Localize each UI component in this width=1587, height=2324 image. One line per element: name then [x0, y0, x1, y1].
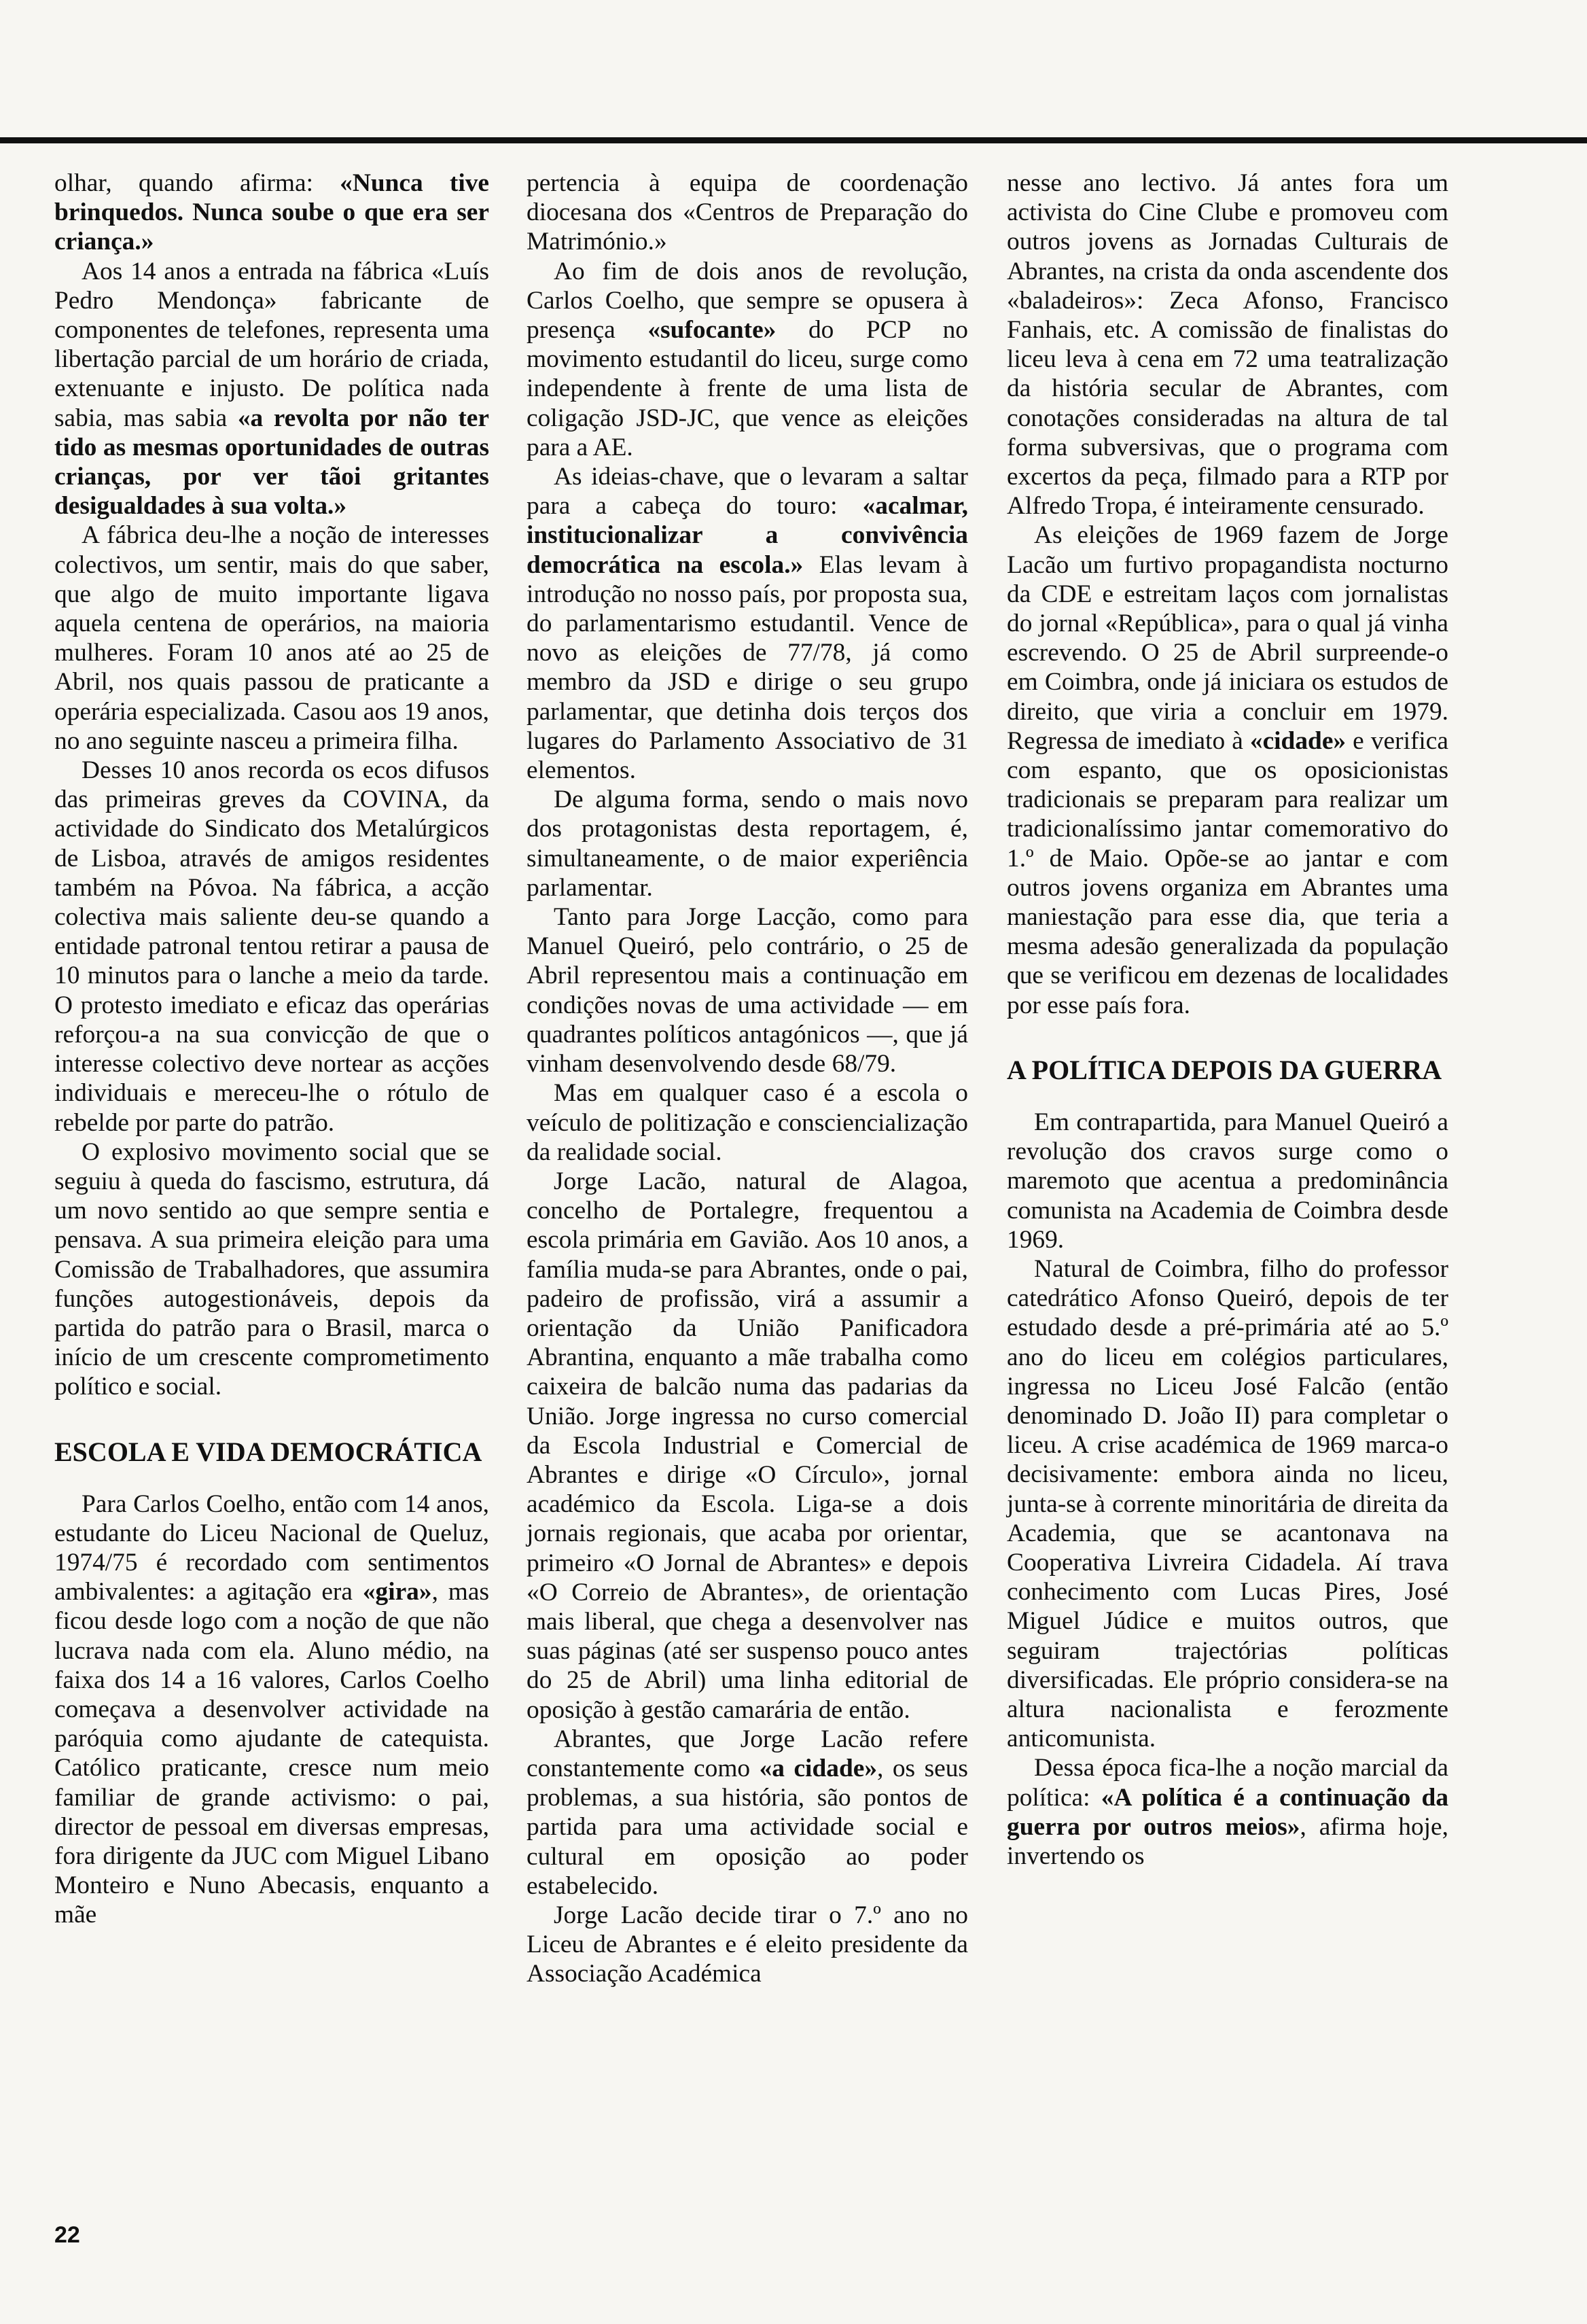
article-column-2: [527, 169, 968, 1989]
paragraph: [527, 462, 968, 785]
paragraph: Natural de Coimbra, filho do professor catedrático Afonso Queiró, depois de ter estudado desde a pré-primária até ao 5.º ano do liceu em colégios particulares, ingressa no Liceu José Falcão (então denominado D. João II) para completar o liceu. A crise académica de 1969 marca-o decisivamente: embora ainda no liceu, junta-se à corrente minoritária de direita da Academia, que se acantonava na Cooperativa Livreira Cidadela. Aí trava conhecimento com Lucas Pires, José Miguel Júdice e muitos outros, que seguiram trajectórias políticas diversificadas. Ele próprio considera-se na altura nacionalista e ferozmente anticomunista.: [1007, 1254, 1448, 1753]
paragraph: [527, 257, 968, 462]
text-span: e verifica com espanto, que os oposicionistas tradicionais se preparam para realizar um tradicionalíssimo jantar comemorativo do 1.º de Maio. Opõe-se ao jantar e com outros jovens organiza em Abrantes uma maniestação para esse dia, que teria a mesma adesão generalizada da população que se verificou em dezenas de localidades por esse país fora.: [1007, 726, 1448, 1019]
text-span: Abrantes, que Jorge Lacão refere constantemente como: [527, 1725, 968, 1782]
bold-quote: «acalmar, institucionalizar a convivência democrática na escola.»: [527, 492, 968, 579]
paragraph: Desses 10 anos recorda os ecos difusos das primeiras greves da COVINA, da actividade do Sindicato dos Metalúrgicos de Lisboa, através de amigos residentes também na Póvoa. Na fábrica, a acção colectiva mais saliente deu-se quando a entidade patronal tentou retirar a pausa de 10 minutos para o lanche a meio da tarde. O protesto imediato e eficaz das operárias reforçou-a na sua convicção de que o interesse colectivo deve nortear as acções individuais e mereceu-lhe o rótulo de rebelde por parte do patrão.: [54, 756, 489, 1137]
text-span: Elas levam à introdução no nosso país, por proposta sua, do parlamentarismo estudantil. Vence de novo as eleições de 77/78, já como membro da JSD e dirige o seu grupo parlamentar, que detinha dois terços dos lugares do Parlamento Associativo de 31 elementos.: [527, 550, 968, 785]
article-column-3: [1007, 169, 1448, 1871]
bold-quote: «Nunca tive brinquedos. Nunca soube o que era ser criança.»: [54, 169, 489, 256]
bold-quote: «a cidade»: [759, 1754, 878, 1782]
text-span: , os seus problemas, a sua história, são pontos de partida para uma actividade social e cultural em oposição ao poder estabelecido.: [527, 1754, 968, 1900]
text-span: do PCP no movimento estudantil do liceu, surge como independente à frente de uma lista de coligação JSD-JC, que vence as eleições para a AE.: [527, 316, 968, 461]
text-span: , mas ficou desde logo com a noção de que não lucrava nada com ela. Aluno médio, na faixa dos 14 a 16 valores, Carlos Coelho começava a desenvolver actividade na paróquia como ajudante de catequista. Católico praticante, cresce num meio familiar de grande activismo: o pai, director de pessoal em diversas empresas, fora dirigente da JUC com Miguel Libano Monteiro e Nuno Abecasis, enquanto a mãe: [54, 1578, 489, 1929]
text-span: As ideias-chave, que o levaram a saltar para a cabeça do touro:: [527, 463, 968, 521]
paragraph: Tanto para Jorge Lacção, como para Manuel Queiró, pelo contrário, o 25 de Abril representou mais a continuação em condições novas de uma actividade — em quadrantes políticos antagónicos —, que já vinham desenvolvendo desde 68/79.: [527, 903, 968, 1078]
paragraph: A fábrica deu-lhe a noção de interesses colectivos, um sentir, mais do que saber, que algo de muito importante ligava aquela centena de operários, na maioria mulheres. Foram 10 anos até ao 25 de Abril, nos quais passou de praticante a operária especializada. Casou aos 19 anos, no ano seguinte nasceu a primeira filha.: [54, 521, 489, 755]
paragraph: Jorge Lacão decide tirar o 7.º ano no Liceu de Abrantes e é eleito presidente da Associação Académica: [527, 1901, 968, 1988]
paragraph: [54, 1490, 489, 1930]
top-rule: [0, 137, 1587, 143]
text-span: Aos 14 anos a entrada na fábrica «Luís Pedro Mendonça» fabricante de componentes de telefones, representa uma libertação parcial de um horário de criada, extenuante e injusto. De política nada sabia, mas sabia: [54, 257, 489, 432]
article-column-1: [54, 169, 489, 1930]
bold-quote: «sufocante»: [647, 316, 777, 345]
bold-quote: «A política é a continuação da guerra por outros meios»: [1007, 1783, 1449, 1841]
paragraph: Em contrapartida, para Manuel Queiró a revolução dos cravos surge como o maremoto que acentua a predominância comunista na Academia de Coimbra desde 1969.: [1007, 1108, 1448, 1254]
paragraph: pertencia à equipa de coordenação diocesana dos «Centros de Preparação do Matrimónio.»: [527, 169, 968, 256]
text-span: olhar, quando afirma:: [54, 169, 340, 197]
page-number: 22: [54, 2222, 80, 2248]
paragraph: [527, 1725, 968, 1901]
paragraph: O explosivo movimento social que se seguiu à queda do fascismo, estrutura, dá um novo sentido ao que sempre sentia e pensava. A sua primeira eleição para uma Comissão de Trabalhadores, que assumira funções autogestionáveis, depois da partida do patrão para o Brasil, marca o início de um crescente comprometimento político e social.: [54, 1138, 489, 1401]
text-span: Ao fim de dois anos de revolução, Carlos Coelho, que sempre se opusera à presença: [527, 257, 968, 345]
text-span: Para Carlos Coelho, então com 14 anos, estudante do Liceu Nacional de Queluz, 1974/75 é recordado com sentimentos ambivalentes: a agitação era: [54, 1490, 489, 1606]
paragraph: Jorge Lacão, natural de Alagoa, concelho de Portalegre, frequentou a escola primária em Gavião. Aos 10 anos, a família muda-se para Abrantes, onde o pai, padeiro de profissão, virá a assumir a orientação da União Panificadora Abrantina, enquanto a mãe trabalha como caixeira de balcão numa das padarias da União. Jorge ingressa no curso comercial da Escola Industrial e Comercial de Abrantes e dirige «O Círculo», jornal académico da Escola. Liga-se a dois jornais regionais, que acaba por orientar, primeiro «O Jornal de Abrantes» e depois «O Correio de Abrantes», de orientação mais liberal, que chega a desenvolver nas suas páginas (até ser suspenso pouco antes do 25 de Abril) uma linha editorial de oposição à gestão camarária de então.: [527, 1167, 968, 1724]
section-heading: A POLÍTICA DEPOIS DA GUERRA: [1007, 1054, 1442, 1085]
paragraph: [54, 257, 489, 521]
paragraph: De alguma forma, sendo o mais novo dos protagonistas desta reportagem, é, simultaneamente, o de maior experiência parlamentar.: [527, 786, 968, 902]
paragraph: [1007, 521, 1448, 1019]
bold-quote: «gira»: [362, 1578, 432, 1606]
bold-quote: «a revolta por não ter tido as mesmas oportunidades de outras crianças, por ver tãoi gritantes desigualdades à sua volta.»: [54, 404, 489, 521]
paragraph: Mas em qualquer caso é a escola o veículo de politização e consciencialização da realidade social.: [527, 1079, 968, 1166]
bold-quote: «cidade»: [1249, 726, 1347, 755]
section-heading: ESCOLA E VIDA DEMOCRÁTICA: [54, 1436, 482, 1467]
paragraph: [1007, 1753, 1448, 1871]
text-span: , afirma hoje, invertendo os: [1007, 1812, 1448, 1870]
paragraph: [54, 169, 489, 257]
text-span: As eleições de 1969 fazem de Jorge Lacão um furtivo propagandista nocturno da CDE e estreitam laços com jornalistas do jornal «República», para o qual já vinha escrevendo. O 25 de Abril surpreende-o em Coimbra, onde já iniciara os estudos de direito, que viria a concluir em 1979. Regressa de imediato à: [1007, 521, 1448, 755]
text-span: Dessa época fica-lhe a noção marcial da política:: [1007, 1754, 1448, 1812]
paragraph: nesse ano lectivo. Já antes fora um activista do Cine Clube e promoveu com outros jovens as Jornadas Culturais de Abrantes, na crista da onda ascendente dos «baladeiros»: Zeca Afonso, Francisco Fanhais, etc. A comissão de finalistas do liceu leva à cena em 72 uma teatralização da história secular de Abrantes, com conotações consideradas na altura de tal forma subversivas, que o programa com excertos da peça, filmado para a RTP por Alfredo Tropa, é inteiramente censurado.: [1007, 169, 1448, 521]
